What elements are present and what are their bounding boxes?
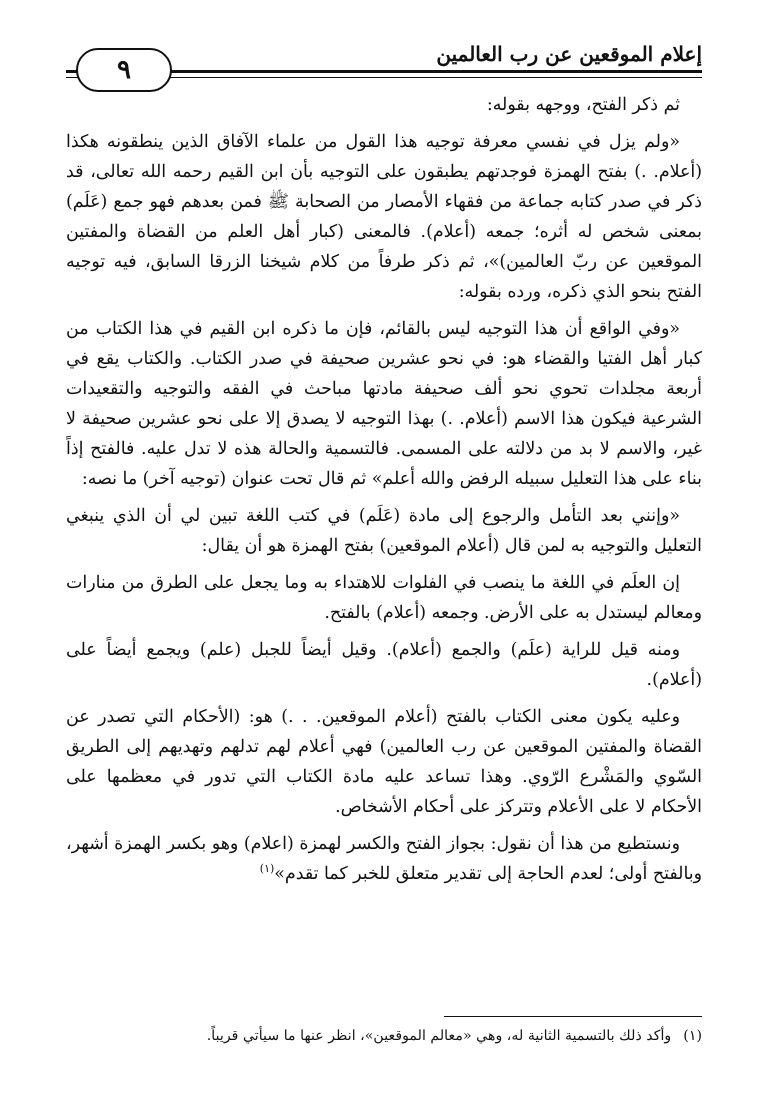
footnote-marker: (١) — [683, 1028, 702, 1044]
paragraph: ثم ذكر الفتح، ووجهه بقوله: — [486, 95, 680, 115]
footnote — [66, 1024, 702, 1048]
main-text — [66, 90, 702, 896]
footnotes — [66, 1024, 702, 1048]
paragraph: ومنه قيل للراية (علَم) والجمع (أعلام). وقيل أيضاً للجبل (علم) ويجمع أيضاً على (أعلام). — [66, 640, 702, 690]
paragraph-last — [66, 829, 702, 889]
footnote-text: وأكد ذلك بالتسمية الثانية له، وهي «معالم الموقعين»، انظر عنها ما سيأتي قريباً. — [206, 1028, 672, 1044]
footnote-separator — [444, 1016, 702, 1017]
paragraph: «ولم يزل في نفسي معرفة توجيه هذا القول من علماء الآفاق الذين ينطقونه هكذا (أعلام. .) بفتح الهمزة فوجدتهم يطبقون على التوجيه بأن ابن القيم رحمه الله تعالى، قد ذكر في صدر كتابه جماعة من فقهاء الأمصار من الصحابة ﷺ فمن بعدهم فهو جمع (عَلَم) بمعنى شخص له أثره؛ جمعه (أعلام). فالمعنى (كبار أهل العلم من القضاة والمفتين الموقعين عن ربّ العالمين)»، ثم ذكر طرفاً من كلام شيخنا الزرقا السابق، فيه توجيه الفتح بنحو الذي ذكره، ورده بقوله: — [66, 132, 702, 302]
paragraph-text: ونستطيع من هذا أن نقول: بجواز الفتح والكسر لهمزة (اعلام) وهو بكسر الهمزة أشهر، وبالفتح أولى؛ لعدم الحاجة إلى تقدير متعلق للخبر كما تقدم» — [66, 834, 702, 884]
page-number: ٩ — [117, 55, 131, 85]
paragraph: «وإنني بعد التأمل والرجوع إلى مادة (عَلَم) في كتب اللغة تبين لي أن الذي ينبغي التعليل والتوجيه به لمن قال (أعلام الموقعين) بفتح الهمزة هو أن يقال: — [66, 506, 702, 556]
paragraph: وعليه يكون معنى الكتاب بالفتح (أعلام الموقعين. . .) هو: (الأحكام التي تصدر عن القضاة والمفتين الموقعين عن رب العالمين) فهي أعلام لهم تدلهم وتهديهم إلى الطريق السّوي والمَشْرع الرّوي. وهذا تساعد عليه مادة الكتاب التي تدور في معظمها على الأحكام لا على الأعلام وتتركز على أحكام الأشخاص. — [66, 707, 702, 817]
running-title: إعلام الموقعين عن رب العالمين — [436, 42, 702, 66]
paragraph: «وفي الواقع أن هذا التوجيه ليس بالقائم، فإن ما ذكره ابن القيم في هذا الكتاب من كبار أهل الفتيا والقضاء هو: في نحو عشرين صحيفة في صدر الكتاب. والكتاب يقع في أربعة مجلدات تحوي نحو ألف صحيفة مادتها مباحث في الفقه والتوجيه والتقعيدات الشرعية فيكون هذا الاسم (أعلام. .) بهذا التوجيه لا يصدق إلا على نحو عشرين صحيفة لا غير، والاسم لا بد من دلالته على المسمى. فالتسمية والحالة هذه لا تدل عليه. فالفتح إذاً بناء على هذا التعليل سبيله الرفض والله أعلم» ثم قال تحت عنوان (توجيه آخر) ما نصه: — [66, 319, 702, 489]
paragraph: إن العلَم في اللغة ما ينصب في الفلوات للاهتداء به وما يجعل على الطرق من منارات ومعالم ليستدل به على الأرض. وجمعه (أعلام) بالفتح. — [66, 573, 702, 623]
footnote-reference[interactable]: (١) — [259, 862, 275, 876]
page-header — [66, 40, 702, 85]
page-number-badge — [76, 48, 172, 92]
